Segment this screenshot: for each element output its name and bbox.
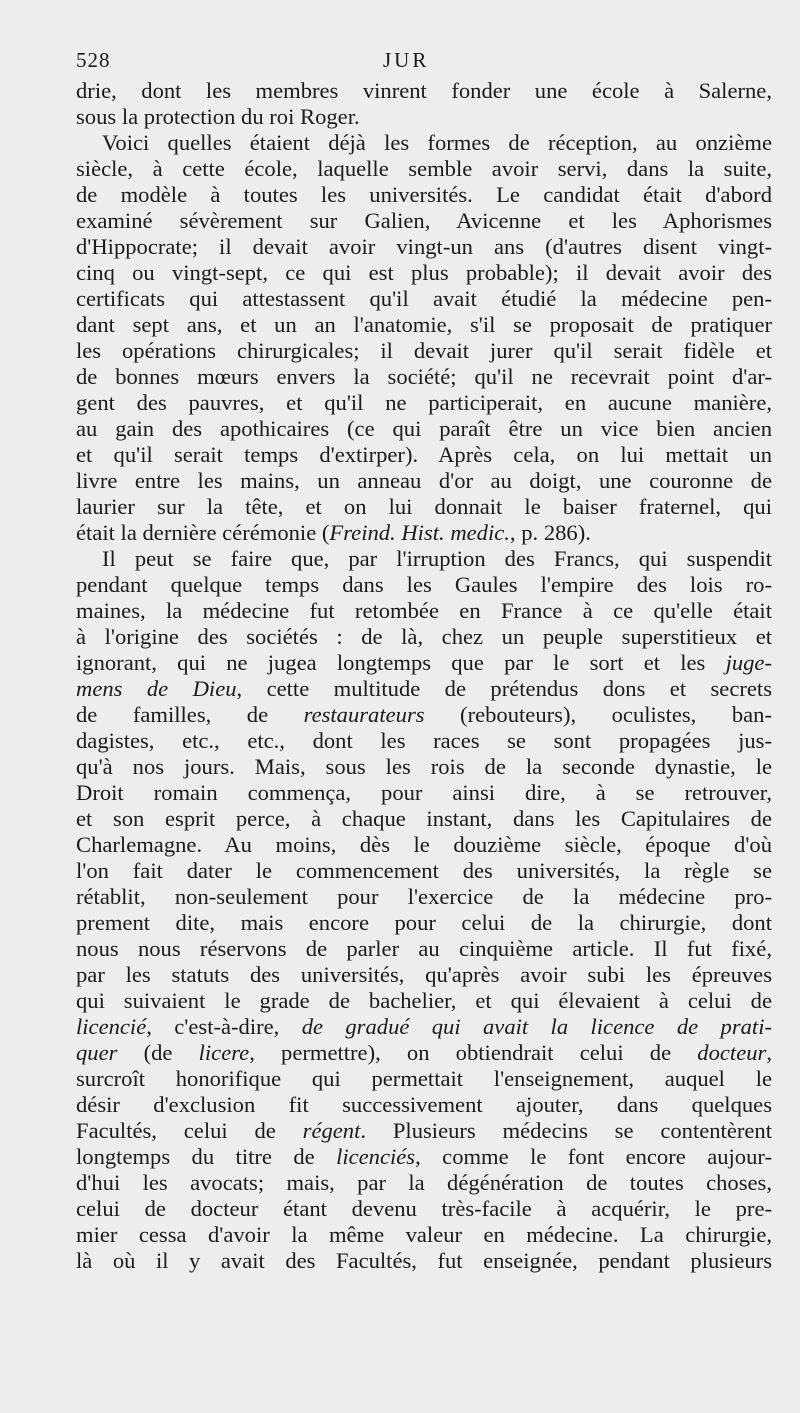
italic-text: Freind. Hist. medic. bbox=[329, 520, 510, 545]
line-text: mier cessa d'avoir la même valeur en médecine. La chirurgie, bbox=[76, 1222, 772, 1247]
line-text: siècle, à cette école, laquelle semble avoir servi, dans la suite, bbox=[76, 156, 772, 181]
line-text: était la dernière cérémonie ( bbox=[76, 520, 330, 545]
line-text: d'hui les avocats; mais, par la dégénération de toutes choses, bbox=[76, 1170, 772, 1195]
line-text: prement dite, mais encore pour celui de la chirurgie, dont bbox=[76, 910, 772, 935]
line-text: qu'à nos jours. Mais, sous les rois de la seconde dynastie, le bbox=[76, 754, 772, 779]
text-line bbox=[76, 520, 772, 546]
page-number: 528 bbox=[76, 48, 111, 72]
line-text: , c'est-à-dire, bbox=[146, 1014, 302, 1039]
text-line bbox=[76, 780, 772, 806]
italic-text: docteur bbox=[697, 1040, 767, 1065]
text-line bbox=[76, 1092, 772, 1118]
line-text: dant sept ans, et un an l'anatomie, s'il se proposait de pratiquer bbox=[76, 312, 772, 337]
text-line bbox=[76, 1066, 772, 1092]
text-line bbox=[76, 1170, 772, 1196]
line-text: , p. 286). bbox=[509, 520, 591, 545]
italic-text: juge- bbox=[725, 650, 772, 675]
text-line bbox=[76, 1014, 772, 1040]
line-text: de modèle à toutes les universités. Le candidat était d'abord bbox=[76, 182, 772, 207]
text-line bbox=[76, 416, 772, 442]
text-line bbox=[76, 234, 772, 260]
text-line bbox=[76, 624, 772, 650]
line-text: sous la protection du roi Roger. bbox=[76, 104, 360, 129]
line-text: là où il y avait des Facultés, fut enseignée, pendant plusieurs bbox=[76, 1248, 772, 1273]
text-line bbox=[76, 468, 772, 494]
text-line bbox=[76, 702, 772, 728]
text-line bbox=[76, 650, 772, 676]
line-text: de familles, de bbox=[76, 702, 304, 727]
text-line bbox=[76, 156, 772, 182]
line-text: au gain des apothicaires (ce qui paraît être un vice bien ancien bbox=[76, 416, 772, 441]
text-line bbox=[76, 1118, 772, 1144]
line-text: qui suivaient le grade de bachelier, et qui élevaient à celui de bbox=[76, 988, 772, 1013]
line-text: dagistes, etc., etc., dont les races se sont propagées jus- bbox=[76, 728, 772, 753]
line-text: maines, la médecine fut retombée en France à ce qu'elle était bbox=[76, 598, 772, 623]
text-line bbox=[76, 962, 772, 988]
text-line bbox=[76, 806, 772, 832]
italic-text: de gradué qui avait la licence de prati- bbox=[301, 1014, 772, 1039]
line-text: celui de docteur étant devenu très-facile à acquérir, le pre- bbox=[76, 1196, 772, 1221]
italic-text: régent bbox=[302, 1118, 361, 1143]
line-text: Facultés, celui de bbox=[76, 1118, 303, 1143]
line-text: (rebouteurs), oculistes, ban- bbox=[424, 702, 772, 727]
text-line bbox=[76, 1144, 772, 1170]
text-line bbox=[76, 988, 772, 1014]
line-text: , cette multitude de prétendus dons et secrets bbox=[236, 676, 772, 701]
text-line bbox=[76, 364, 772, 390]
italic-text: mens de Dieu bbox=[76, 676, 237, 701]
line-text: Charlemagne. Au moins, dès le douzième siècle, époque d'où bbox=[76, 832, 772, 857]
text-line bbox=[76, 1196, 772, 1222]
text-line bbox=[76, 728, 772, 754]
line-text: , comme le font encore aujour- bbox=[415, 1144, 772, 1169]
line-text: gent des pauvres, et qu'il ne participerait, en aucune manière, bbox=[76, 390, 772, 415]
italic-text: restaurateurs bbox=[303, 702, 425, 727]
text-line bbox=[76, 572, 772, 598]
line-text: rétablit, non-seulement pour l'exercice de la médecine pro- bbox=[76, 884, 772, 909]
text-line bbox=[76, 390, 772, 416]
text-line bbox=[76, 182, 772, 208]
line-text: pendant quelque temps dans les Gaules l'empire des lois ro- bbox=[76, 572, 772, 597]
line-text: examiné sévèrement sur Galien, Avicenne et les Aphorismes bbox=[76, 208, 772, 233]
line-text: ignorant, qui ne jugea longtemps que par le sort et les bbox=[76, 650, 726, 675]
italic-text: licenciés bbox=[336, 1144, 416, 1169]
text-line bbox=[76, 78, 772, 104]
line-text: et son esprit perce, à chaque instant, dans les Capitulaires de bbox=[76, 806, 772, 831]
running-head: JUR bbox=[383, 48, 430, 72]
line-text: . Plusieurs médecins se contentèrent bbox=[360, 1118, 772, 1143]
line-text: certificats qui attestassent qu'il avait étudié la médecine pen- bbox=[76, 286, 772, 311]
text-line bbox=[76, 104, 772, 130]
italic-text: licere bbox=[198, 1040, 250, 1065]
text-line bbox=[76, 494, 772, 520]
line-text: longtemps du titre de bbox=[76, 1144, 337, 1169]
text-line bbox=[76, 1040, 772, 1066]
line-text: cinq ou vingt-sept, ce qui est plus probable); il devait avoir des bbox=[76, 260, 772, 285]
line-text: par les statuts des universités, qu'après avoir subi les épreuves bbox=[76, 962, 772, 987]
line-text: surcroît honorifique qui permettait l'enseignement, auquel le bbox=[76, 1066, 772, 1091]
text-line bbox=[76, 260, 772, 286]
body-text bbox=[76, 78, 772, 1274]
italic-text: licencié bbox=[76, 1014, 147, 1039]
text-line bbox=[76, 1222, 772, 1248]
line-text: drie, dont les membres vinrent fonder une école à Salerne, bbox=[76, 78, 772, 103]
line-text: Voici quelles étaient déjà les formes de réception, au onzième bbox=[102, 130, 772, 155]
line-text: , bbox=[766, 1040, 772, 1065]
text-line bbox=[76, 546, 772, 572]
text-line bbox=[76, 832, 772, 858]
page-header bbox=[76, 48, 770, 76]
italic-text: quer bbox=[76, 1040, 118, 1065]
text-line bbox=[76, 442, 772, 468]
line-text: et qu'il serait temps d'extirper). Après cela, on lui mettait un bbox=[76, 442, 772, 467]
text-line bbox=[76, 598, 772, 624]
text-line bbox=[76, 884, 772, 910]
line-text: (de bbox=[117, 1040, 199, 1065]
line-text: à l'origine des sociétés : de là, chez un peuple superstitieux et bbox=[76, 624, 772, 649]
line-text: nous nous réservons de parler au cinquième article. Il fut fixé, bbox=[76, 936, 772, 961]
line-text: Droit romain commença, pour ainsi dire, à se retrouver, bbox=[76, 780, 772, 805]
line-text: les opérations chirurgicales; il devait jurer qu'il serait fidèle et bbox=[76, 338, 772, 363]
line-text: livre entre les mains, un anneau d'or au doigt, une couronne de bbox=[76, 468, 772, 493]
text-line bbox=[76, 936, 772, 962]
text-line bbox=[76, 676, 772, 702]
text-line bbox=[76, 208, 772, 234]
line-text: d'Hippocrate; il devait avoir vingt-un ans (d'autres disent vingt- bbox=[76, 234, 772, 259]
text-line bbox=[76, 130, 772, 156]
text-line bbox=[76, 754, 772, 780]
text-line bbox=[76, 312, 772, 338]
text-line bbox=[76, 858, 772, 884]
text-line bbox=[76, 286, 772, 312]
line-text: l'on fait dater le commencement des universités, la règle se bbox=[76, 858, 772, 883]
text-line bbox=[76, 1248, 772, 1274]
line-text: de bonnes mœurs envers la société; qu'il ne recevrait point d'ar- bbox=[76, 364, 772, 389]
line-text: Il peut se faire que, par l'irruption des Francs, qui suspendit bbox=[102, 546, 772, 571]
line-text: laurier sur la tête, et on lui donnait le baiser fraternel, qui bbox=[76, 494, 772, 519]
line-text: , permettre), on obtiendrait celui de bbox=[249, 1040, 698, 1065]
text-line bbox=[76, 338, 772, 364]
text-line bbox=[76, 910, 772, 936]
line-text: désir d'exclusion fit successivement ajouter, dans quelques bbox=[76, 1092, 772, 1117]
